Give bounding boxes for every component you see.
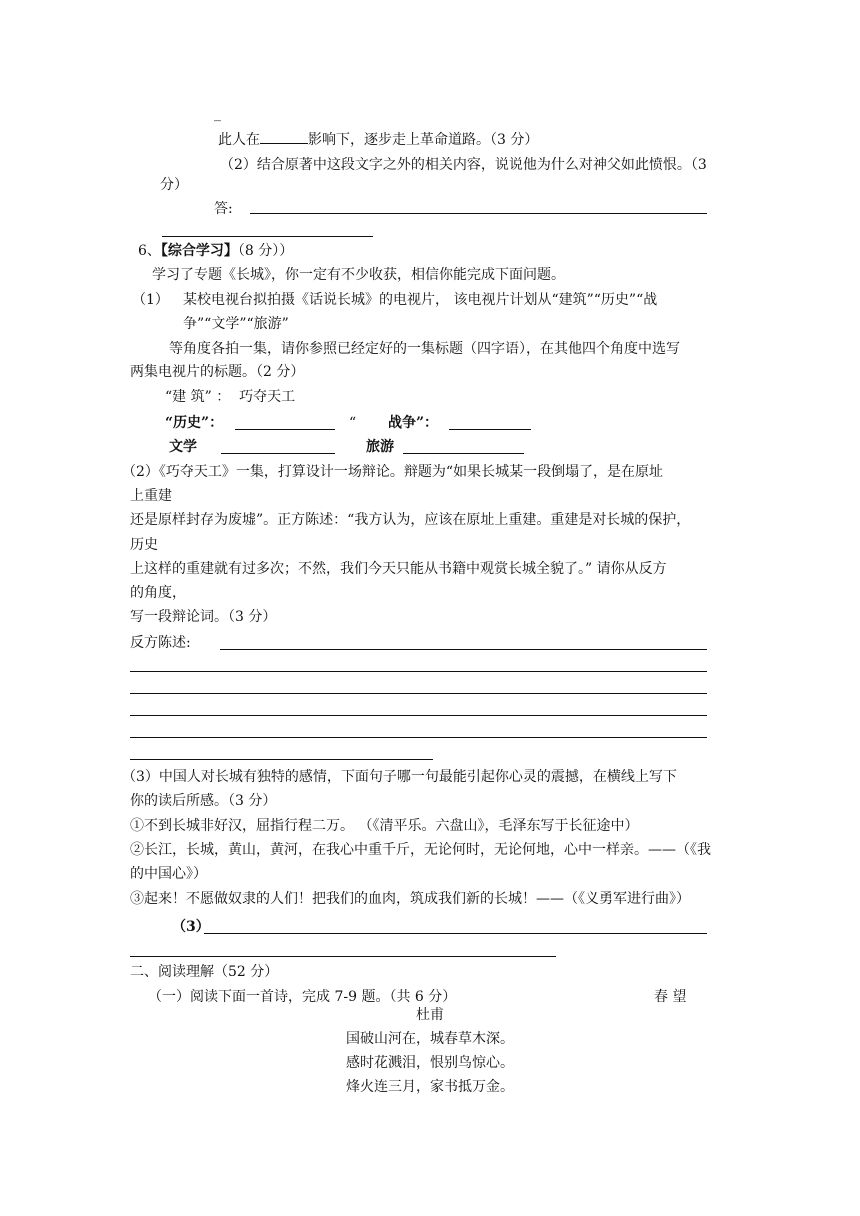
q6-part2-line2: 上重建 [130,488,172,504]
q5-answer-line[interactable] [250,213,707,214]
q6-part1-line2: 争”“文学”“旅游” [183,316,289,332]
q6-part2-line3: 还是原样封存为废墟”。正方陈述：“我方认为，应该在原址上重建。重建是对长城的保护， [130,512,691,528]
q6-part1-line1: 某校电视台拟拍摄《话说长城》的电视片， 该电视片计划从“建筑”“历史”“战 [183,292,658,308]
q6-history-label: “历史”： [165,415,224,431]
q6-part1-line3: 等角度各拍一集，请你参照已经定好的一集标题（四字语），在其他四个角度中选写 [169,341,680,357]
q6-tourism-label: 旅游 [366,439,394,455]
quote-2: ②长江，长城，黄山，黄河，在我心中重千斤，无论何时，无论何地，心中一样亲。——（《我 [130,842,711,858]
q6-heading-title: 【综合学习】 [160,243,238,259]
q6-part3-line1: （3）中国人对长城有独特的感情，下面句子哪一句最能引起你心灵的震撼，在横线上写下 [122,769,677,785]
q6-heading-score: （8 分）） [237,243,294,259]
stray-dash: _ [214,106,221,122]
q6-opposition-label: 反方陈述: [130,635,191,651]
q6-intro: 学习了专题《长城》，你一定有不少收获，相信你能完成下面问题。 [152,267,565,283]
q6-example-value: 巧夺天工 [239,389,296,405]
q6-war-quote: “ [349,415,357,431]
war-title-blank[interactable] [449,429,531,430]
quote-2-tail: 的中国心》） [130,866,207,882]
q6-part2-line6: 的角度， [130,585,186,601]
quote-3: ③起来！不愿做奴隶的人们！把我们的血肉，筑成我们新的长城！——（《义勇军进行曲》） [130,891,690,907]
q5-line1 [218,129,538,150]
opposition-answer-line[interactable] [220,649,707,650]
poem-author: 杜甫 [416,1007,444,1023]
q6-part1-num: （1） [132,292,169,308]
part3-answer-line[interactable] [204,933,707,934]
poem-line: 感时花溅泪，恨别鸟惊心。 [346,1055,514,1071]
q6-part3-line2: 你的读后所感。（3 分） [130,793,277,809]
section2-subtitle: （一）阅读下面一首诗，完成 7-9 题。（共 6 分） [148,989,457,1005]
quote-1: ①不到长城非好汉，屈指行程二万。 （《清平乐。六盘山》，毛泽东写于长征途中） [130,818,639,834]
q5-blank-influence[interactable] [260,129,308,144]
q6-part3-answer-label: （3） [172,919,210,935]
poem-line: 国破山河在，城春草木深。 [346,1031,514,1047]
q6-heading-num: 6、 [138,243,161,259]
q6-part2-line1: （2）《巧夺天工》一集，打算设计一场辩论。辩题为“如果长城某一段倒塌了，是在原址 [122,464,664,480]
q5-answer-label: 答: [214,201,233,217]
q6-part2-line7: 写一段辩论词。（3 分） [130,609,277,625]
q6-part1-line4: 两集电视片的标题。（2 分） [130,364,305,380]
section2-title: 二、阅读理解（52 分） [130,964,279,980]
q6-heading [138,241,293,261]
q6-example [165,387,295,407]
q6-example-label: “建 筑” ： [165,389,231,405]
q5-question2: （2）结合原著中这段文字之外的相关内容，说说他为什么对神父如此愤恨。（3 [220,157,707,173]
q5-line1-post: 影响下，逐步走上革命道路。（3 分） [308,132,539,148]
opposition-answer-line[interactable] [130,737,707,738]
opposition-answer-line[interactable] [130,759,433,760]
opposition-answer-line[interactable] [130,693,707,694]
part3-answer-line[interactable] [130,956,556,957]
q6-part2-line5: 上这样的重建就有过多次；不然，我们今天只能从书籍中观赏长城全貌了。” 请你从反方 [130,561,667,577]
q5-line1-pre: 此人在 [218,132,260,148]
literature-title-blank[interactable] [221,453,335,454]
poem-line: 烽火连三月，家书抵万金。 [346,1079,514,1095]
q6-literature-label: 文学 [169,439,197,455]
opposition-answer-line[interactable] [130,671,707,672]
q5-question2-tail: 分） [160,177,188,193]
tourism-title-blank[interactable] [403,453,524,454]
q6-war-label: 战争”： [388,415,439,431]
q5-answer-line[interactable] [162,236,373,237]
opposition-answer-line[interactable] [130,715,707,716]
q6-part2-line4: 历史 [130,537,158,553]
poem-title: 春 望 [654,989,687,1005]
history-title-blank[interactable] [235,429,335,430]
